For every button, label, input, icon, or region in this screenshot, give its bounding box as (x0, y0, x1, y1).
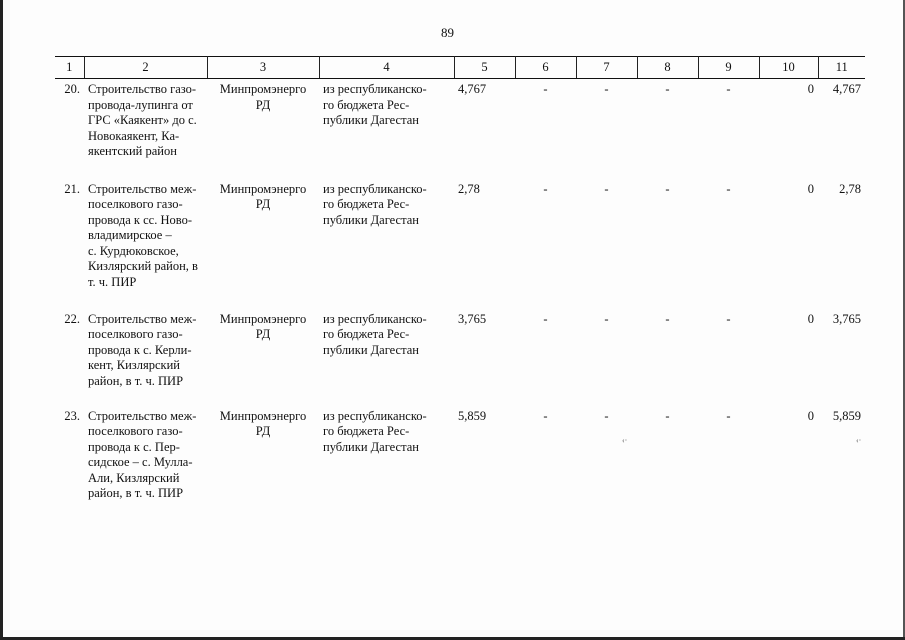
column-header: 11 (818, 57, 865, 79)
text-line: провода к с. Пер- (88, 439, 180, 454)
text-line: РД (255, 97, 271, 112)
scan-speck: ‹· (622, 436, 628, 445)
text-line: Минпромэнерго (219, 82, 307, 96)
column-header: 1 (55, 57, 84, 79)
total-cell: 5,859 (832, 408, 861, 423)
text-line: РД (255, 424, 271, 438)
project-name (84, 79, 207, 179)
table-row (55, 406, 865, 516)
text-line: из республиканско- (323, 181, 427, 196)
responsible-org (207, 79, 319, 179)
responsible-org (207, 179, 319, 309)
text-line: Али, Кизлярский (88, 470, 180, 485)
value-cell: - (604, 311, 609, 326)
column-header: 10 (759, 57, 818, 79)
funding-source (319, 79, 454, 179)
text-line: РД (255, 197, 271, 211)
amount-cell: 4,767 (458, 82, 487, 96)
text-line: якентский район (88, 144, 177, 158)
text-line: публики Дагестан (323, 113, 419, 127)
text-line: Кизлярский район, в (88, 259, 198, 273)
scan-speck: ‹· (856, 436, 862, 445)
text-line: из республиканско- (323, 311, 427, 326)
column-header: 8 (637, 57, 698, 79)
project-name (84, 309, 207, 406)
text-line: РД (255, 327, 271, 341)
project-name (84, 406, 207, 516)
value-cell: - (665, 408, 670, 423)
value-cell: 0 (807, 82, 814, 96)
page-number: 89 (441, 25, 454, 40)
value-cell: - (604, 82, 609, 96)
text-line: провода к с. Керли- (88, 342, 192, 357)
value-cell: 0 (807, 408, 814, 423)
text-line: Строительство меж- (88, 181, 197, 196)
table-row (55, 79, 865, 179)
value-cell: - (604, 408, 609, 423)
row-number: 23. (64, 408, 80, 423)
column-header: 3 (207, 57, 319, 79)
value-cell: - (665, 181, 670, 196)
amount-cell: 5,859 (458, 408, 487, 423)
funding-source (319, 406, 454, 516)
text-line: сидское – с. Мулла- (88, 455, 193, 469)
text-line: Минпромэнерго (219, 311, 307, 326)
row-number: 20. (64, 82, 80, 96)
value-cell: - (665, 82, 670, 96)
value-cell: - (543, 408, 548, 423)
value-cell: - (543, 311, 548, 326)
text-line: район, в т. ч. ПИР (88, 373, 184, 388)
total-cell: 2,78 (839, 181, 861, 196)
text-line: Строительство меж- (88, 311, 197, 326)
scan-edge-left (0, 0, 3, 640)
text-line: Минпромэнерго (219, 181, 307, 196)
row-number: 22. (64, 311, 80, 326)
text-line: публики Дагестан (323, 439, 419, 454)
row-number: 21. (64, 181, 80, 196)
text-line: провода-лупинга от (88, 97, 193, 112)
text-line: владимирское – (88, 228, 172, 242)
value-cell: - (665, 311, 670, 326)
column-header: 2 (84, 57, 207, 79)
value-cell: - (543, 82, 548, 96)
funding-source (319, 179, 454, 309)
text-line: поселкового газо- (88, 327, 183, 341)
value-cell: - (726, 82, 731, 96)
text-line: поселкового газо- (88, 197, 183, 211)
text-line: Строительство газо- (88, 82, 197, 96)
amount-cell: 2,78 (458, 181, 480, 196)
text-line: из республиканско- (323, 408, 427, 423)
text-line: го бюджета Рес- (323, 197, 410, 211)
value-cell: 0 (807, 311, 814, 326)
text-line: из республиканско- (323, 82, 427, 96)
text-line: публики Дагестан (323, 342, 419, 357)
table-row (55, 179, 865, 309)
table-row (55, 309, 865, 406)
amount-cell: 3,765 (458, 311, 487, 326)
column-header: 9 (698, 57, 759, 79)
column-header: 6 (515, 57, 576, 79)
text-line: т. ч. ПИР (88, 274, 137, 289)
responsible-org (207, 309, 319, 406)
text-line: поселкового газо- (88, 424, 183, 438)
text-line: провода к сс. Ново- (88, 212, 192, 227)
budget-table (55, 56, 865, 516)
text-line: с. Курдюковское, (88, 243, 179, 258)
value-cell: - (726, 408, 731, 423)
value-cell: - (726, 311, 731, 326)
text-line: го бюджета Рес- (323, 424, 410, 438)
text-line: го бюджета Рес- (323, 327, 410, 341)
text-line: Минпромэнерго (219, 408, 307, 423)
text-line: Строительство меж- (88, 408, 197, 423)
value-cell: - (543, 181, 548, 196)
text-line: район, в т. ч. ПИР (88, 486, 184, 500)
responsible-org (207, 406, 319, 516)
text-line: го бюджета Рес- (323, 97, 410, 112)
column-header: 5 (454, 57, 515, 79)
text-line: публики Дагестан (323, 212, 419, 227)
table-header-row (55, 57, 865, 79)
text-line: ГРС «Каякент» до с. (88, 113, 197, 127)
value-cell: - (726, 181, 731, 196)
text-line: кент, Кизлярский (88, 358, 180, 372)
value-cell: - (604, 181, 609, 196)
funding-source (319, 309, 454, 406)
text-line: Новокаякент, Ка- (88, 128, 180, 143)
total-cell: 4,767 (832, 82, 861, 96)
total-cell: 3,765 (832, 311, 861, 326)
project-name (84, 179, 207, 309)
value-cell: 0 (807, 181, 814, 196)
column-header: 4 (319, 57, 454, 79)
column-header: 7 (576, 57, 637, 79)
